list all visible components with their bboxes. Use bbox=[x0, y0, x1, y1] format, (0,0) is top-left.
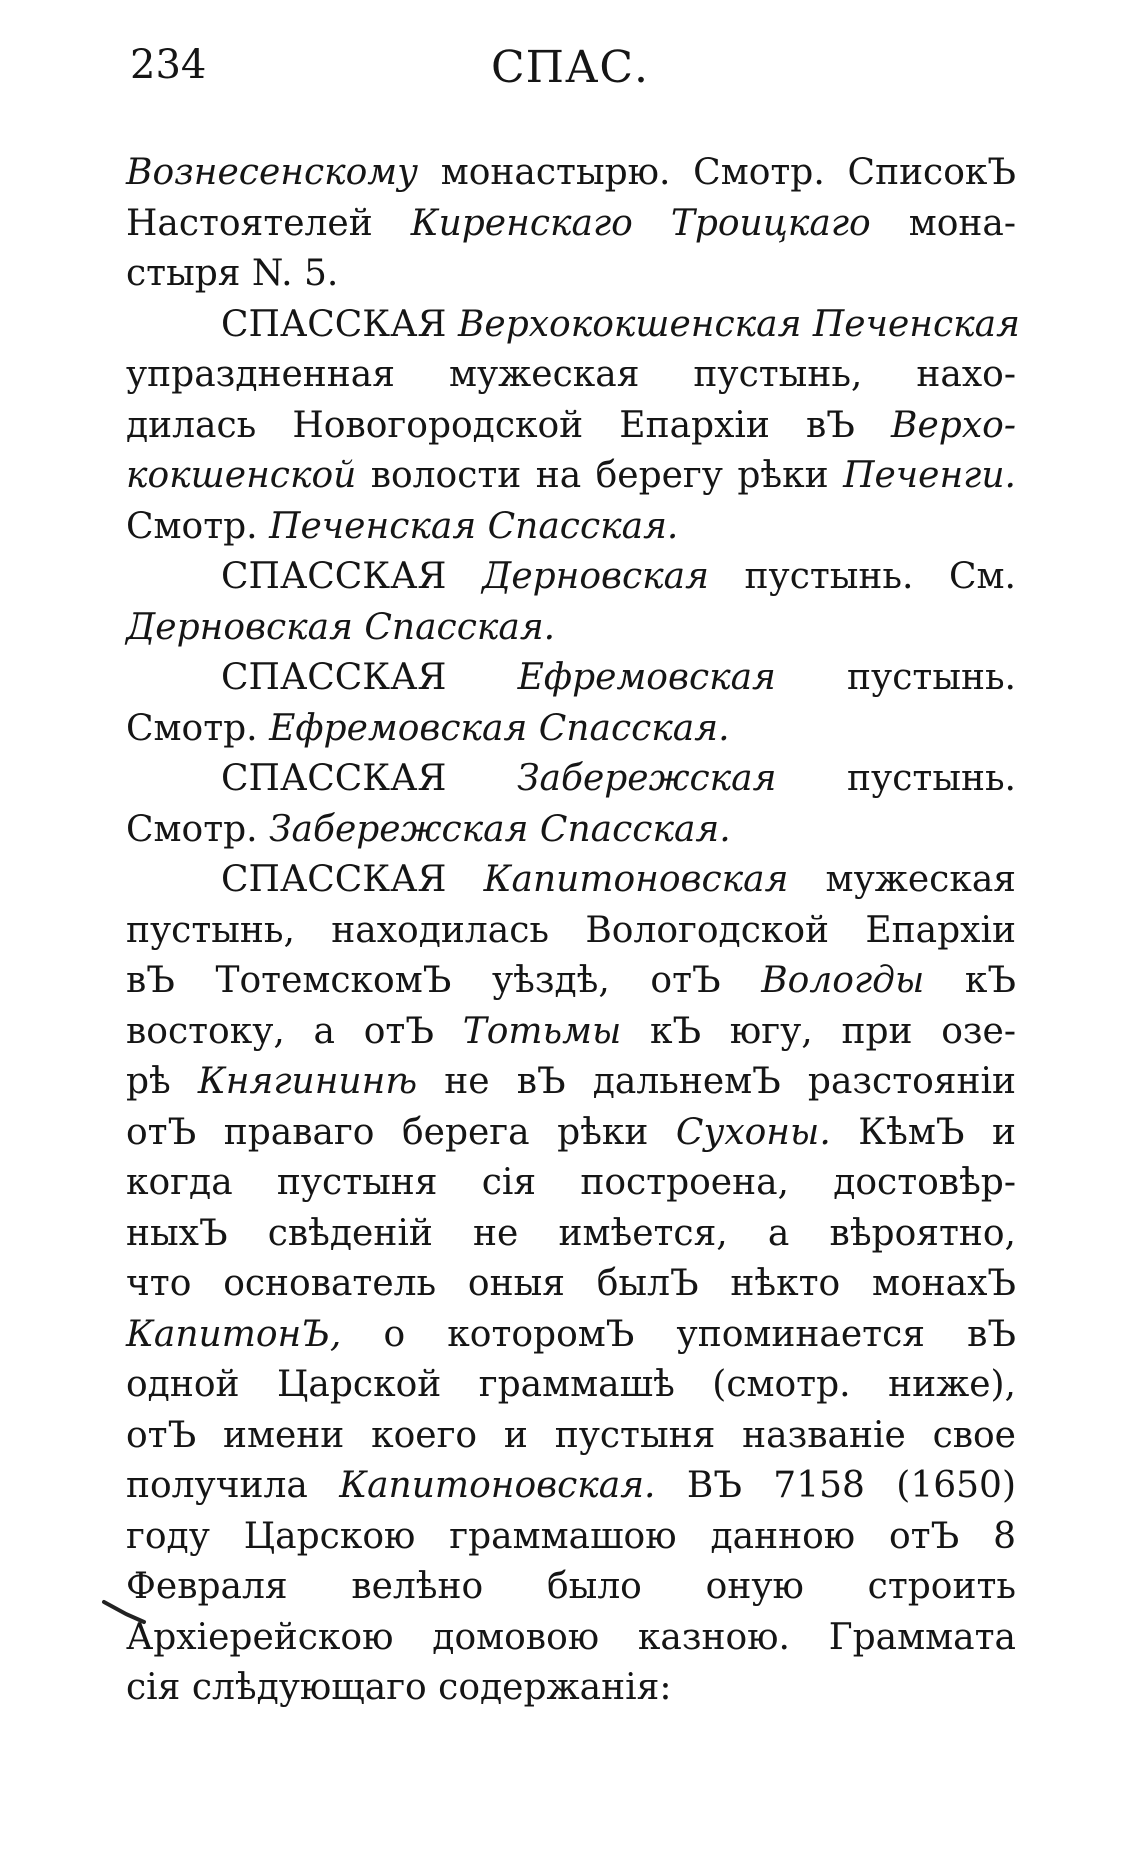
text-line bbox=[126, 350, 1016, 401]
text-span: пустынь, находилась Вологодской Епархіи bbox=[126, 909, 1016, 951]
text-span: не вЪ дальнемЪ разстояніи bbox=[417, 1061, 1017, 1102]
text-span: отЪ имени коего и пустыня названіе свое bbox=[126, 1414, 1016, 1456]
text-line bbox=[126, 1007, 1016, 1058]
text-span: востоку, а отЪ bbox=[126, 1010, 463, 1052]
text-line bbox=[126, 1259, 1016, 1310]
text-line bbox=[126, 1461, 1016, 1512]
italic-text: КапитонЪ, bbox=[126, 1313, 342, 1355]
running-title: СПАС. bbox=[490, 42, 649, 93]
text-span: о которомЪ упоминается вЪ bbox=[341, 1313, 1016, 1355]
text-line bbox=[126, 906, 1016, 957]
text-span: Смотр. bbox=[126, 505, 270, 547]
text-line bbox=[126, 754, 1016, 805]
text-body bbox=[126, 148, 1020, 1714]
text-span: сія слѣдующаго содержанія: bbox=[126, 1667, 672, 1708]
text-span: СПАССКАЯ bbox=[221, 859, 484, 900]
text-line bbox=[126, 249, 1016, 300]
text-span bbox=[633, 203, 671, 244]
text-span: Архіерейскою домовою казною. Граммата bbox=[126, 1616, 1016, 1658]
text-span: СПАССКАЯ bbox=[221, 758, 518, 799]
italic-text: Верхококшенская Печенская bbox=[457, 303, 1020, 345]
text-span: Смотр. bbox=[126, 808, 270, 850]
text-line bbox=[126, 502, 1016, 553]
text-span: когда пустыня сія построена, достовѣр- bbox=[126, 1162, 1016, 1203]
italic-text: Вологды bbox=[761, 960, 925, 1001]
text-line bbox=[126, 1209, 1016, 1260]
text-line bbox=[126, 401, 1016, 452]
text-span: что основатель оныя былЪ нѣкто монахЪ bbox=[126, 1263, 1016, 1304]
text-line bbox=[126, 1108, 1016, 1159]
text-span: кЪ bbox=[924, 960, 1016, 1001]
text-span: КѣмЪ и bbox=[830, 1111, 1016, 1153]
italic-text: Тотьмы bbox=[462, 1010, 622, 1052]
italic-text: Княгининѣ bbox=[197, 1061, 418, 1102]
running-head bbox=[130, 42, 1010, 102]
text-span: кЪ югу, при озе- bbox=[621, 1010, 1016, 1052]
text-span: Февраля велѣно было оную строить bbox=[126, 1566, 1016, 1607]
italic-text: Сухоны. bbox=[675, 1111, 831, 1153]
text-span: году Царскою граммашою данною отЪ 8 bbox=[126, 1515, 1016, 1557]
text-span: пустынь. bbox=[776, 758, 1017, 799]
text-span: СПАССКАЯ bbox=[221, 556, 483, 597]
text-line bbox=[126, 1613, 1016, 1664]
text-span: Настоятелей bbox=[126, 202, 411, 244]
italic-text: Ефремовская bbox=[517, 657, 776, 698]
text-span: монастырю. Смотр. СписокЪ bbox=[418, 152, 1016, 193]
text-span: дилась Новогородской Епархіи вЪ bbox=[126, 404, 892, 446]
text-line bbox=[126, 1411, 1016, 1462]
text-line bbox=[126, 1562, 1016, 1613]
text-span: упраздненная мужеская пустынь, нахо- bbox=[126, 354, 1016, 395]
text-line bbox=[126, 148, 1016, 199]
text-line bbox=[126, 199, 1016, 250]
italic-text: Печенги. bbox=[843, 455, 1016, 496]
italic-text: кокшенской bbox=[126, 455, 357, 496]
text-span: Смотр. bbox=[126, 707, 270, 749]
text-span: мужеская bbox=[788, 859, 1017, 900]
italic-text: Забережская Спасская. bbox=[269, 808, 731, 850]
italic-text: Ефремовская Спасская. bbox=[269, 707, 730, 749]
text-span: мона- bbox=[870, 202, 1016, 244]
text-span: отЪ праваго берега рѣки bbox=[126, 1111, 676, 1153]
text-span: стыря N. 5. bbox=[126, 253, 339, 294]
italic-text: Верхо- bbox=[891, 404, 1016, 446]
italic-text: Киренскаго bbox=[410, 202, 633, 244]
text-line bbox=[126, 1512, 1016, 1563]
text-span: СПАССКАЯ bbox=[221, 657, 518, 698]
text-line bbox=[126, 704, 1016, 755]
text-line bbox=[126, 1360, 1016, 1411]
text-line bbox=[126, 855, 1016, 906]
text-line bbox=[126, 956, 1016, 1007]
italic-text: Троицкаго bbox=[670, 202, 871, 244]
text-line bbox=[126, 1663, 1016, 1714]
italic-text: Дерновская bbox=[482, 556, 709, 597]
text-span: вЪ ТотемскомЪ уѣздѣ, отЪ bbox=[126, 960, 762, 1001]
text-span: рѣ bbox=[126, 1061, 198, 1102]
text-line bbox=[126, 300, 1020, 351]
text-line bbox=[126, 603, 1016, 654]
text-line bbox=[126, 805, 1016, 856]
text-span: СПАССКАЯ bbox=[221, 303, 458, 345]
text-span: волости на берегу рѣки bbox=[356, 455, 844, 496]
page-number: 234 bbox=[130, 42, 207, 88]
italic-text: Дерновская Спасская. bbox=[126, 606, 556, 648]
text-line bbox=[126, 653, 1016, 704]
italic-text: Печенская Спасская. bbox=[269, 505, 679, 547]
ink-mark-decoration bbox=[100, 1598, 160, 1628]
text-line bbox=[126, 552, 1016, 603]
italic-text: Забережская bbox=[517, 758, 777, 799]
text-line bbox=[126, 451, 1016, 502]
text-span: одной Царской граммашѣ (смотр. ниже), bbox=[126, 1364, 1016, 1405]
italic-text: Капитоновская. bbox=[339, 1465, 656, 1506]
text-line bbox=[126, 1310, 1016, 1361]
text-span: ныхЪ свѣденій не имѣется, а вѣроятно, bbox=[126, 1212, 1016, 1254]
text-span: пустынь. См. bbox=[708, 556, 1016, 597]
italic-text: Вознесенскому bbox=[126, 152, 419, 193]
text-line bbox=[126, 1057, 1016, 1108]
text-span: ВЪ 7158 (1650) bbox=[655, 1465, 1016, 1506]
text-span: получила bbox=[126, 1465, 340, 1506]
text-span: пустынь. bbox=[775, 657, 1017, 698]
italic-text: Капитоновская bbox=[483, 859, 789, 900]
text-line bbox=[126, 1158, 1016, 1209]
